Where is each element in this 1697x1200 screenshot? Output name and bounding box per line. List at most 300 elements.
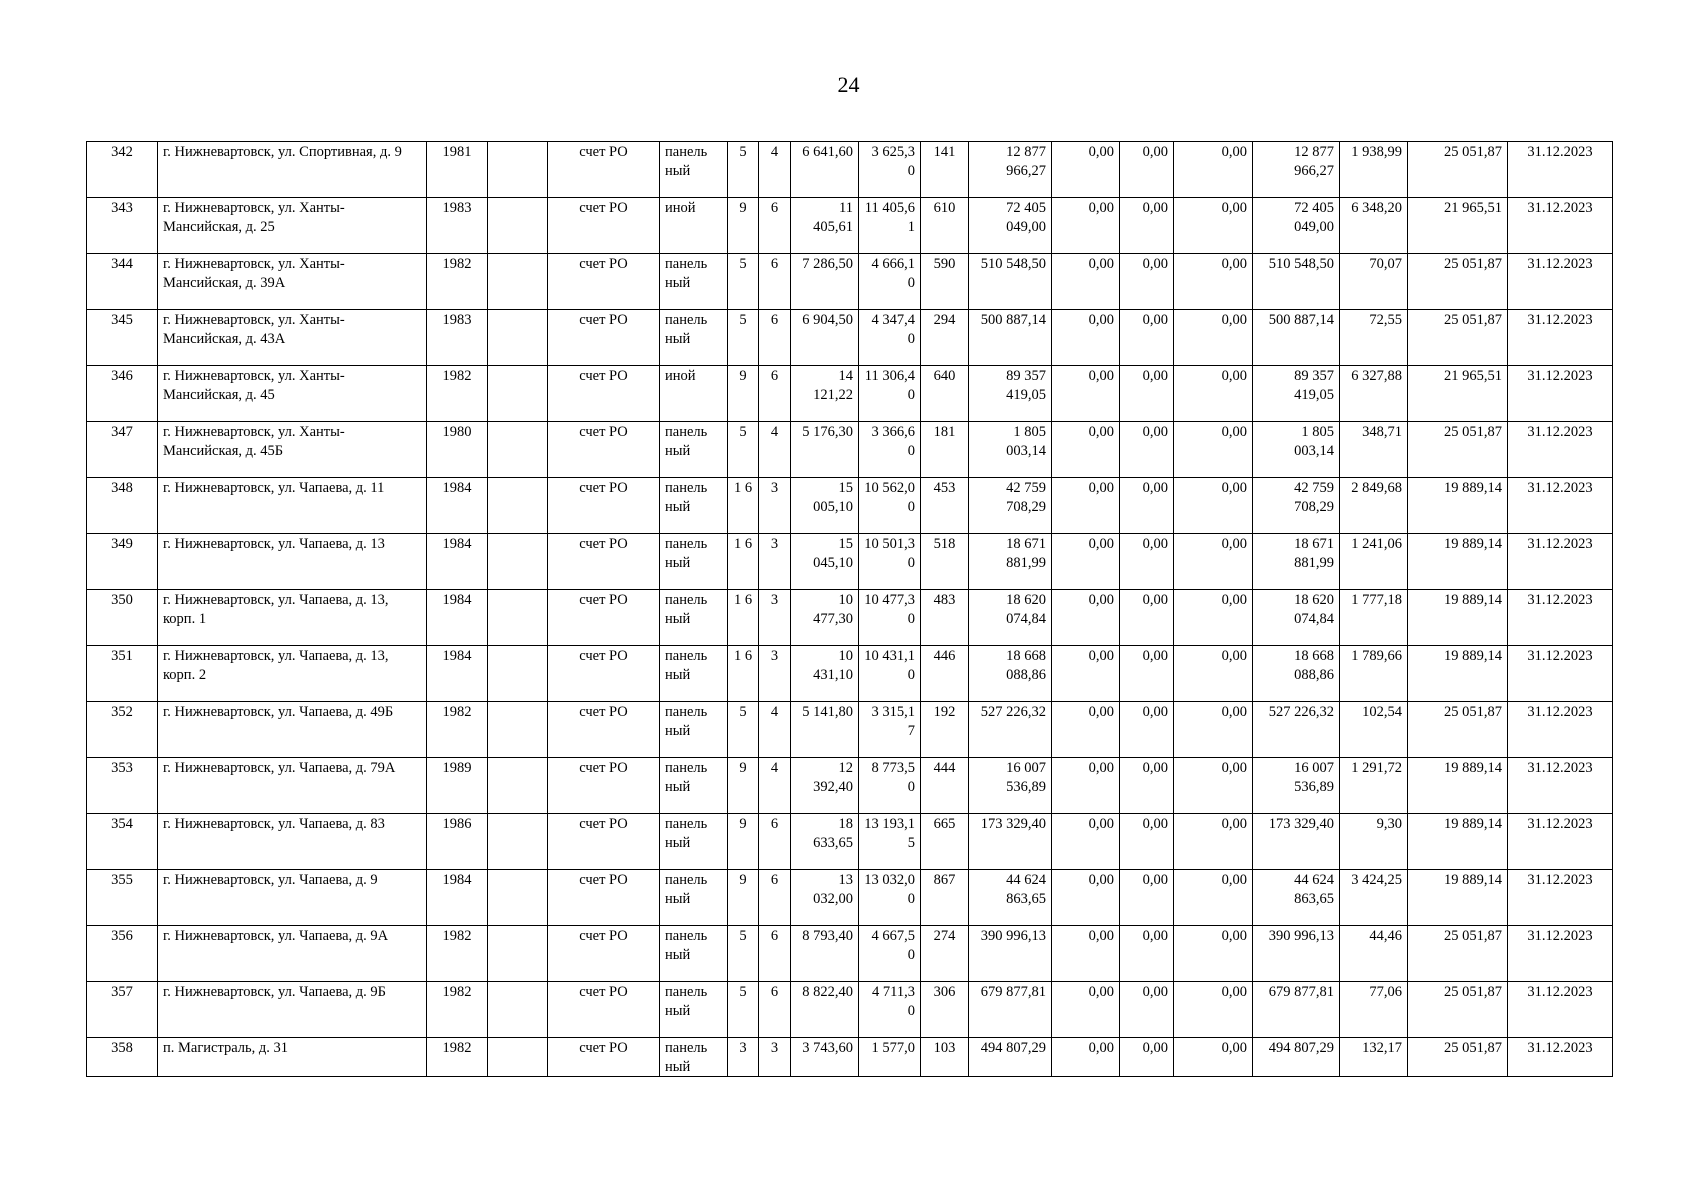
max-unit-cost-cell: 19 889,14: [1408, 814, 1508, 870]
blank-cell: [488, 478, 548, 534]
completion-date-cell: 31.12.2023: [1508, 534, 1613, 590]
wall-material-cell: панель ный: [660, 870, 728, 926]
table-row: [87, 982, 1613, 1038]
fund-method-cell: счет РО: [548, 422, 660, 478]
federal-funds-cell: 0,00: [1052, 758, 1120, 814]
living-area-cell: 13 193,1 5: [859, 814, 921, 870]
living-area-cell: 10 562,0 0: [859, 478, 921, 534]
blank-cell: [488, 982, 548, 1038]
commission-year-cell: 1980: [427, 422, 488, 478]
total-area-cell: 18 633,65: [791, 814, 859, 870]
fund-method-cell: счет РО: [548, 926, 660, 982]
living-area-cell: 13 032,0 0: [859, 870, 921, 926]
owners-funds-cell: 173 329,40: [1253, 814, 1340, 870]
total-area-cell: 10 431,10: [791, 646, 859, 702]
table-row: [87, 198, 1613, 254]
max-unit-cost-cell: 21 965,51: [1408, 366, 1508, 422]
row-number-cell: 347: [87, 422, 158, 478]
total-cost-cell: 510 548,50: [969, 254, 1052, 310]
regional-funds-cell: 0,00: [1120, 926, 1174, 982]
row-number-cell: 356: [87, 926, 158, 982]
regional-funds-cell: 0,00: [1120, 198, 1174, 254]
address-cell: г. Нижневартовск, ул. Спортивная, д. 9: [158, 142, 427, 198]
row-number-cell: 346: [87, 366, 158, 422]
floors-cell: 3: [728, 1038, 759, 1077]
regional-funds-cell: 0,00: [1120, 254, 1174, 310]
regional-funds-cell: 0,00: [1120, 142, 1174, 198]
living-area-cell: 10 431,1 0: [859, 646, 921, 702]
total-area-cell: 14 121,22: [791, 366, 859, 422]
floors-cell: 5: [728, 702, 759, 758]
completion-date-cell: 31.12.2023: [1508, 422, 1613, 478]
max-unit-cost-cell: 19 889,14: [1408, 646, 1508, 702]
local-funds-cell: 0,00: [1174, 870, 1253, 926]
address-cell: г. Нижневартовск, ул. Чапаева, д. 13, корп. 1: [158, 590, 427, 646]
owners-funds-cell: 390 996,13: [1253, 926, 1340, 982]
fund-method-cell: счет РО: [548, 702, 660, 758]
federal-funds-cell: 0,00: [1052, 142, 1120, 198]
fund-method-cell: счет РО: [548, 814, 660, 870]
table-row: [87, 142, 1613, 198]
address-cell: г. Нижневартовск, ул. Чапаева, д. 11: [158, 478, 427, 534]
page-number: 24: [837, 72, 860, 97]
residents-cell: 181: [921, 422, 969, 478]
wall-material-cell: панель ный: [660, 702, 728, 758]
total-cost-cell: 679 877,81: [969, 982, 1052, 1038]
federal-funds-cell: 0,00: [1052, 478, 1120, 534]
total-cost-cell: 18 668 088,86: [969, 646, 1052, 702]
row-number-cell: 352: [87, 702, 158, 758]
floors-cell: 5: [728, 926, 759, 982]
living-area-cell: 4 347,4 0: [859, 310, 921, 366]
completion-date-cell: 31.12.2023: [1508, 254, 1613, 310]
floors-cell: 1 6: [728, 478, 759, 534]
floors-cell: 9: [728, 198, 759, 254]
local-funds-cell: 0,00: [1174, 590, 1253, 646]
fund-method-cell: счет РО: [548, 198, 660, 254]
wall-material-cell: панель ный: [660, 254, 728, 310]
row-number-cell: 344: [87, 254, 158, 310]
address-cell: г. Нижневартовск, ул. Ханты-Мансийская, д. 25: [158, 198, 427, 254]
local-funds-cell: 0,00: [1174, 814, 1253, 870]
floors-cell: 9: [728, 814, 759, 870]
fund-method-cell: счет РО: [548, 310, 660, 366]
total-area-cell: 5 141,80: [791, 702, 859, 758]
max-unit-cost-cell: 19 889,14: [1408, 758, 1508, 814]
entrances-cell: 4: [759, 422, 791, 478]
total-area-cell: 15 045,10: [791, 534, 859, 590]
floors-cell: 5: [728, 142, 759, 198]
total-area-cell: 6 641,60: [791, 142, 859, 198]
entrances-cell: 6: [759, 926, 791, 982]
total-cost-cell: 18 620 074,84: [969, 590, 1052, 646]
federal-funds-cell: 0,00: [1052, 1038, 1120, 1077]
fund-method-cell: счет РО: [548, 534, 660, 590]
wall-material-cell: панель ный: [660, 982, 728, 1038]
completion-date-cell: 31.12.2023: [1508, 366, 1613, 422]
completion-date-cell: 31.12.2023: [1508, 758, 1613, 814]
owners-funds-cell: 44 624 863,65: [1253, 870, 1340, 926]
address-cell: г. Нижневартовск, ул. Чапаева, д. 9А: [158, 926, 427, 982]
regional-funds-cell: 0,00: [1120, 1038, 1174, 1077]
residents-cell: 867: [921, 870, 969, 926]
local-funds-cell: 0,00: [1174, 422, 1253, 478]
regional-funds-cell: 0,00: [1120, 478, 1174, 534]
wall-material-cell: панель ный: [660, 926, 728, 982]
entrances-cell: 3: [759, 646, 791, 702]
blank-cell: [488, 422, 548, 478]
total-cost-cell: 500 887,14: [969, 310, 1052, 366]
table-row: [87, 366, 1613, 422]
living-area-cell: 4 711,3 0: [859, 982, 921, 1038]
total-area-cell: 12 392,40: [791, 758, 859, 814]
owners-funds-cell: 89 357 419,05: [1253, 366, 1340, 422]
living-area-cell: 8 773,5 0: [859, 758, 921, 814]
total-cost-cell: 44 624 863,65: [969, 870, 1052, 926]
blank-cell: [488, 590, 548, 646]
federal-funds-cell: 0,00: [1052, 198, 1120, 254]
regional-funds-cell: 0,00: [1120, 422, 1174, 478]
entrances-cell: 6: [759, 366, 791, 422]
blank-cell: [488, 814, 548, 870]
row-number-cell: 358: [87, 1038, 158, 1077]
total-cost-cell: 173 329,40: [969, 814, 1052, 870]
owners-funds-cell: 679 877,81: [1253, 982, 1340, 1038]
unit-cost-cell: 6 348,20: [1340, 198, 1408, 254]
local-funds-cell: 0,00: [1174, 142, 1253, 198]
table-row: [87, 254, 1613, 310]
entrances-cell: 3: [759, 478, 791, 534]
local-funds-cell: 0,00: [1174, 198, 1253, 254]
fund-method-cell: счет РО: [548, 590, 660, 646]
living-area-cell: 3 366,6 0: [859, 422, 921, 478]
residents-cell: 665: [921, 814, 969, 870]
address-cell: г. Нижневартовск, ул. Чапаева, д. 9: [158, 870, 427, 926]
residents-cell: 192: [921, 702, 969, 758]
entrances-cell: 6: [759, 814, 791, 870]
commission-year-cell: 1986: [427, 814, 488, 870]
table-row: [87, 590, 1613, 646]
entrances-cell: 6: [759, 870, 791, 926]
wall-material-cell: иной: [660, 366, 728, 422]
regional-funds-cell: 0,00: [1120, 590, 1174, 646]
total-cost-cell: 527 226,32: [969, 702, 1052, 758]
total-area-cell: 10 477,30: [791, 590, 859, 646]
wall-material-cell: панель ный: [660, 646, 728, 702]
unit-cost-cell: 70,07: [1340, 254, 1408, 310]
row-number-cell: 342: [87, 142, 158, 198]
table-row: [87, 758, 1613, 814]
blank-cell: [488, 926, 548, 982]
fund-method-cell: счет РО: [548, 254, 660, 310]
blank-cell: [488, 254, 548, 310]
commission-year-cell: 1982: [427, 366, 488, 422]
floors-cell: 9: [728, 366, 759, 422]
total-cost-cell: 494 807,29: [969, 1038, 1052, 1077]
federal-funds-cell: 0,00: [1052, 254, 1120, 310]
completion-date-cell: 31.12.2023: [1508, 646, 1613, 702]
federal-funds-cell: 0,00: [1052, 702, 1120, 758]
wall-material-cell: панель ный: [660, 814, 728, 870]
blank-cell: [488, 310, 548, 366]
total-area-cell: 6 904,50: [791, 310, 859, 366]
entrances-cell: 6: [759, 254, 791, 310]
max-unit-cost-cell: 19 889,14: [1408, 534, 1508, 590]
blank-cell: [488, 758, 548, 814]
residents-cell: 444: [921, 758, 969, 814]
wall-material-cell: панель ный: [660, 310, 728, 366]
total-cost-cell: 72 405 049,00: [969, 198, 1052, 254]
address-cell: г. Нижневартовск, ул. Ханты-Мансийская, д. 39А: [158, 254, 427, 310]
owners-funds-cell: 18 671 881,99: [1253, 534, 1340, 590]
total-cost-cell: 42 759 708,29: [969, 478, 1052, 534]
max-unit-cost-cell: 25 051,87: [1408, 926, 1508, 982]
total-cost-cell: 1 805 003,14: [969, 422, 1052, 478]
floors-cell: 1 6: [728, 534, 759, 590]
table-body: [87, 142, 1613, 1077]
residents-cell: 610: [921, 198, 969, 254]
max-unit-cost-cell: 25 051,87: [1408, 702, 1508, 758]
wall-material-cell: панель ный: [660, 1038, 728, 1077]
local-funds-cell: 0,00: [1174, 702, 1253, 758]
fund-method-cell: счет РО: [548, 366, 660, 422]
row-number-cell: 353: [87, 758, 158, 814]
wall-material-cell: панель ный: [660, 590, 728, 646]
completion-date-cell: 31.12.2023: [1508, 142, 1613, 198]
commission-year-cell: 1984: [427, 478, 488, 534]
table-row: [87, 870, 1613, 926]
total-area-cell: 15 005,10: [791, 478, 859, 534]
wall-material-cell: иной: [660, 198, 728, 254]
entrances-cell: 4: [759, 758, 791, 814]
regional-funds-cell: 0,00: [1120, 814, 1174, 870]
owners-funds-cell: 72 405 049,00: [1253, 198, 1340, 254]
completion-date-cell: 31.12.2023: [1508, 478, 1613, 534]
fund-method-cell: счет РО: [548, 870, 660, 926]
federal-funds-cell: 0,00: [1052, 926, 1120, 982]
floors-cell: 9: [728, 870, 759, 926]
address-cell: п. Магистраль, д. 31: [158, 1038, 427, 1077]
federal-funds-cell: 0,00: [1052, 310, 1120, 366]
owners-funds-cell: 1 805 003,14: [1253, 422, 1340, 478]
unit-cost-cell: 102,54: [1340, 702, 1408, 758]
living-area-cell: 3 315,1 7: [859, 702, 921, 758]
max-unit-cost-cell: 25 051,87: [1408, 422, 1508, 478]
commission-year-cell: 1982: [427, 254, 488, 310]
wall-material-cell: панель ный: [660, 534, 728, 590]
total-area-cell: 3 743,60: [791, 1038, 859, 1077]
row-number-cell: 357: [87, 982, 158, 1038]
regional-funds-cell: 0,00: [1120, 758, 1174, 814]
local-funds-cell: 0,00: [1174, 366, 1253, 422]
federal-funds-cell: 0,00: [1052, 646, 1120, 702]
wall-material-cell: панель ный: [660, 142, 728, 198]
housing-registry-table: [86, 141, 1613, 1077]
owners-funds-cell: 18 668 088,86: [1253, 646, 1340, 702]
local-funds-cell: 0,00: [1174, 646, 1253, 702]
total-cost-cell: 89 357 419,05: [969, 366, 1052, 422]
address-cell: г. Нижневартовск, ул. Чапаева, д. 79А: [158, 758, 427, 814]
unit-cost-cell: 2 849,68: [1340, 478, 1408, 534]
unit-cost-cell: 1 777,18: [1340, 590, 1408, 646]
commission-year-cell: 1981: [427, 142, 488, 198]
table-row: [87, 1038, 1613, 1077]
floors-cell: 1 6: [728, 646, 759, 702]
regional-funds-cell: 0,00: [1120, 702, 1174, 758]
max-unit-cost-cell: 25 051,87: [1408, 310, 1508, 366]
owners-funds-cell: 16 007 536,89: [1253, 758, 1340, 814]
fund-method-cell: счет РО: [548, 142, 660, 198]
regional-funds-cell: 0,00: [1120, 870, 1174, 926]
regional-funds-cell: 0,00: [1120, 982, 1174, 1038]
fund-method-cell: счет РО: [548, 646, 660, 702]
total-area-cell: 7 286,50: [791, 254, 859, 310]
local-funds-cell: 0,00: [1174, 254, 1253, 310]
residents-cell: 103: [921, 1038, 969, 1077]
commission-year-cell: 1982: [427, 926, 488, 982]
residents-cell: 483: [921, 590, 969, 646]
table-row: [87, 814, 1613, 870]
residents-cell: 306: [921, 982, 969, 1038]
local-funds-cell: 0,00: [1174, 478, 1253, 534]
federal-funds-cell: 0,00: [1052, 590, 1120, 646]
max-unit-cost-cell: 21 965,51: [1408, 198, 1508, 254]
local-funds-cell: 0,00: [1174, 534, 1253, 590]
total-cost-cell: 390 996,13: [969, 926, 1052, 982]
blank-cell: [488, 198, 548, 254]
fund-method-cell: счет РО: [548, 1038, 660, 1077]
entrances-cell: 6: [759, 198, 791, 254]
commission-year-cell: 1984: [427, 590, 488, 646]
residents-cell: 294: [921, 310, 969, 366]
max-unit-cost-cell: 19 889,14: [1408, 590, 1508, 646]
entrances-cell: 3: [759, 1038, 791, 1077]
address-cell: г. Нижневартовск, ул. Чапаева, д. 49Б: [158, 702, 427, 758]
wall-material-cell: панель ный: [660, 758, 728, 814]
address-cell: г. Нижневартовск, ул. Чапаева, д. 83: [158, 814, 427, 870]
owners-funds-cell: 510 548,50: [1253, 254, 1340, 310]
regional-funds-cell: 0,00: [1120, 646, 1174, 702]
unit-cost-cell: 77,06: [1340, 982, 1408, 1038]
row-number-cell: 355: [87, 870, 158, 926]
total-cost-cell: 18 671 881,99: [969, 534, 1052, 590]
table-row: [87, 926, 1613, 982]
owners-funds-cell: 527 226,32: [1253, 702, 1340, 758]
address-cell: г. Нижневартовск, ул. Чапаева, д. 13, корп. 2: [158, 646, 427, 702]
table-row: [87, 534, 1613, 590]
entrances-cell: 6: [759, 982, 791, 1038]
commission-year-cell: 1984: [427, 646, 488, 702]
completion-date-cell: 31.12.2023: [1508, 870, 1613, 926]
federal-funds-cell: 0,00: [1052, 422, 1120, 478]
regional-funds-cell: 0,00: [1120, 310, 1174, 366]
address-cell: г. Нижневартовск, ул. Ханты-Мансийская, д. 45: [158, 366, 427, 422]
blank-cell: [488, 534, 548, 590]
unit-cost-cell: 132,17: [1340, 1038, 1408, 1077]
entrances-cell: 3: [759, 534, 791, 590]
completion-date-cell: 31.12.2023: [1508, 310, 1613, 366]
blank-cell: [488, 1038, 548, 1077]
regional-funds-cell: 0,00: [1120, 534, 1174, 590]
federal-funds-cell: 0,00: [1052, 814, 1120, 870]
max-unit-cost-cell: 19 889,14: [1408, 870, 1508, 926]
unit-cost-cell: 44,46: [1340, 926, 1408, 982]
table-row: [87, 310, 1613, 366]
living-area-cell: 10 501,3 0: [859, 534, 921, 590]
row-number-cell: 345: [87, 310, 158, 366]
federal-funds-cell: 0,00: [1052, 870, 1120, 926]
completion-date-cell: 31.12.2023: [1508, 590, 1613, 646]
max-unit-cost-cell: 25 051,87: [1408, 254, 1508, 310]
living-area-cell: 10 477,3 0: [859, 590, 921, 646]
local-funds-cell: 0,00: [1174, 926, 1253, 982]
table-row: [87, 422, 1613, 478]
row-number-cell: 351: [87, 646, 158, 702]
total-area-cell: 5 176,30: [791, 422, 859, 478]
living-area-cell: 4 667,5 0: [859, 926, 921, 982]
living-area-cell: 11 405,6 1: [859, 198, 921, 254]
commission-year-cell: 1982: [427, 702, 488, 758]
floors-cell: 5: [728, 254, 759, 310]
living-area-cell: 3 625,3 0: [859, 142, 921, 198]
address-cell: г. Нижневартовск, ул. Чапаева, д. 13: [158, 534, 427, 590]
floors-cell: 5: [728, 422, 759, 478]
owners-funds-cell: 42 759 708,29: [1253, 478, 1340, 534]
total-cost-cell: 12 877 966,27: [969, 142, 1052, 198]
unit-cost-cell: 3 424,25: [1340, 870, 1408, 926]
max-unit-cost-cell: 25 051,87: [1408, 982, 1508, 1038]
residents-cell: 141: [921, 142, 969, 198]
row-number-cell: 349: [87, 534, 158, 590]
living-area-cell: 1 577,0: [859, 1038, 921, 1077]
total-area-cell: 11 405,61: [791, 198, 859, 254]
fund-method-cell: счет РО: [548, 758, 660, 814]
entrances-cell: 3: [759, 590, 791, 646]
blank-cell: [488, 142, 548, 198]
row-number-cell: 348: [87, 478, 158, 534]
total-area-cell: 8 822,40: [791, 982, 859, 1038]
local-funds-cell: 0,00: [1174, 758, 1253, 814]
wall-material-cell: панель ный: [660, 422, 728, 478]
owners-funds-cell: 500 887,14: [1253, 310, 1340, 366]
max-unit-cost-cell: 25 051,87: [1408, 1038, 1508, 1077]
table-row: [87, 702, 1613, 758]
floors-cell: 1 6: [728, 590, 759, 646]
unit-cost-cell: 6 327,88: [1340, 366, 1408, 422]
fund-method-cell: счет РО: [548, 478, 660, 534]
commission-year-cell: 1984: [427, 534, 488, 590]
blank-cell: [488, 366, 548, 422]
table-row: [87, 646, 1613, 702]
entrances-cell: 4: [759, 702, 791, 758]
completion-date-cell: 31.12.2023: [1508, 814, 1613, 870]
total-area-cell: 13 032,00: [791, 870, 859, 926]
table-row: [87, 478, 1613, 534]
federal-funds-cell: 0,00: [1052, 534, 1120, 590]
owners-funds-cell: 12 877 966,27: [1253, 142, 1340, 198]
address-cell: г. Нижневартовск, ул. Чапаева, д. 9Б: [158, 982, 427, 1038]
unit-cost-cell: 1 241,06: [1340, 534, 1408, 590]
total-cost-cell: 16 007 536,89: [969, 758, 1052, 814]
residents-cell: 446: [921, 646, 969, 702]
owners-funds-cell: 494 807,29: [1253, 1038, 1340, 1077]
commission-year-cell: 1983: [427, 310, 488, 366]
owners-funds-cell: 18 620 074,84: [1253, 590, 1340, 646]
commission-year-cell: 1984: [427, 870, 488, 926]
living-area-cell: 11 306,4 0: [859, 366, 921, 422]
federal-funds-cell: 0,00: [1052, 366, 1120, 422]
blank-cell: [488, 870, 548, 926]
